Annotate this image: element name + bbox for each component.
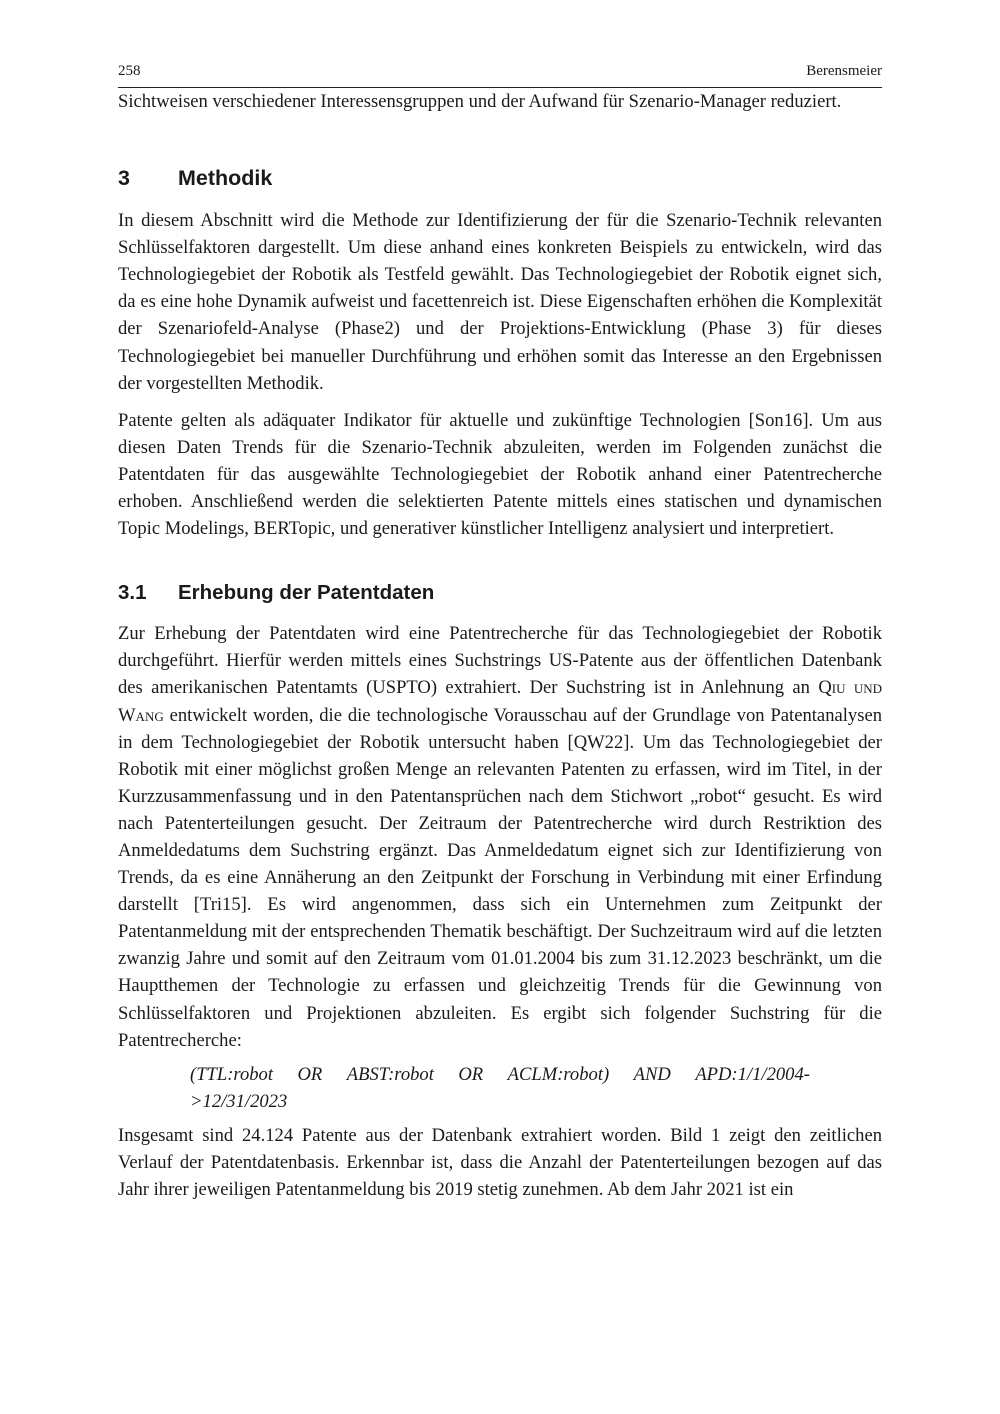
query-token: APD:1/1/2004- bbox=[695, 1063, 810, 1085]
page bbox=[118, 62, 882, 1203]
query-token: ABST:robot bbox=[346, 1063, 434, 1085]
section-paragraph: In diesem Abschnitt wird die Methode zur Identifizierung der für die Szenario-Technik relevanten Schlüsselfaktoren dargestellt. Um diese anhand eines konkreten Beispiels zu entwickeln, wird das Technologiegebiet der Robotik als Testfeld gewählt. Das Technologiegebiet der Robotik eignet sich, da es eine hohe Dynamik aufweist und facettenreich ist. Diese Eigenschaften erhöhen die Komplexität der Szenariofeld-Analyse (Phase2) und der Projektions-Entwicklung (Phase 3) für dieses Technologiegebiet bei manueller Durchführung und erhöhen somit das Interesse an den Ergebnissen der vorgestellten Methodik. bbox=[118, 210, 882, 394]
paragraph-text: entwickelt worden, die die technologische Vorausschau auf der Grundlage von Patentanalysen in dem Technologiegebiet der Robotik untersucht haben [QW22]. Um das Technologiegebiet der Robotik mit einer möglichst großen Menge an relevanten Patenten zu erfassen, wird im Titel, in der Kurzzusammenfassung und in den Patentansprüchen nach dem Stichwort „robot“ gesucht. Es wird nach Patenterteilungen gesucht. Der Zeitraum der Patentrecherche wird durch Restriktion des Anmeldedatums dem Suchstring ergänzt. Das Anmeldedatum eignet sich zur Identifizierung von Trends, da es eine Annäherung an den Zeitpunkt der Forschung in Verbindung mit einer Erfindung darstellt [Tri15]. Es wird angenommen, dass sich ein Unternehmen zum Zeitpunkt der Patentanmeldung mit der entsprechenden Thematik beschäftigt. Der Suchzeitraum wird auf die letzten zwanzig Jahre und somit auf den Zeitraum vom 01.01.2004 bis zum 31.12.2023 beschränkt, um die Hauptthemen der Technologie zu erfassen und gleichzeitig Trends für die Gewinnung von Schlüsselfaktoren und Projektionen abzuleiten. Es ergibt sich folgender Suchstring für die Patentrecherche: bbox=[118, 704, 882, 1051]
section-paragraph: Patente gelten als adäquater Indikator für aktuelle und zukünftige Technologien [Son16]. Um aus diesen Daten Trends für die Szenario-Technik abzuleiten, werden im Folgenden zunächst die Patentdaten für das ausgewählte Technologiegebiet der Robotik anhand einer Patentrecherche erhoben. Anschließend werden die selektierten Patente mittels eines statischen und dynamischen Topic Modelings, BERTopic, und generativer künstlicher Intelligenz analysiert und interpretiert. bbox=[118, 409, 882, 540]
running-author: Berensmeier bbox=[806, 63, 882, 79]
continued-paragraph: Sichtweisen verschiedener Interessensgruppen und der Aufwand für Szenario-Manager reduziert. bbox=[118, 91, 842, 112]
query-token: OR bbox=[297, 1063, 323, 1085]
query-token: AND bbox=[633, 1063, 671, 1085]
query-token: (TTL:robot bbox=[190, 1063, 274, 1085]
section-heading bbox=[118, 165, 882, 191]
subsection-heading bbox=[118, 580, 882, 606]
subsection-title: Erhebung der Patentdaten bbox=[178, 581, 435, 605]
search-string-line bbox=[190, 1061, 810, 1088]
search-string bbox=[190, 1061, 810, 1115]
page-number: 258 bbox=[118, 63, 141, 79]
query-token: ACLM:robot) bbox=[507, 1063, 610, 1085]
cited-authors: Qiu und Wang bbox=[118, 677, 882, 726]
section-number: 3 bbox=[118, 166, 130, 191]
subsection-paragraph bbox=[118, 620, 882, 1054]
subsection-paragraph: Insgesamt sind 24.124 Patente aus der Datenbank extrahiert worden. Bild 1 zeigt den zeitlichen Verlauf der Patentdatenbasis. Erkennbar ist, dass die Anzahl der Patenterteilungen bezogen auf das Jahr ihrer jeweiligen Patentanmeldung bis 2019 stetig zunehmen. Ab dem Jahr 2021 ist ein bbox=[118, 1124, 882, 1201]
running-header bbox=[118, 62, 882, 88]
subsection-number: 3.1 bbox=[118, 581, 147, 605]
paragraph-text: Zur Erhebung der Patentdaten wird eine Patentrecherche für das Technologiegebiet der Robotik durchgeführt. Hierfür werden mittels eines Suchstrings US-Patente aus der öffentlichen Datenbank des amerikanischen Patentamts (USPTO) extrahiert. Der Suchstring ist in Anlehnung an bbox=[118, 623, 882, 699]
search-string-line: >12/31/2023 bbox=[190, 1090, 288, 1112]
section-title: Methodik bbox=[178, 166, 273, 191]
query-token: OR bbox=[458, 1063, 484, 1085]
